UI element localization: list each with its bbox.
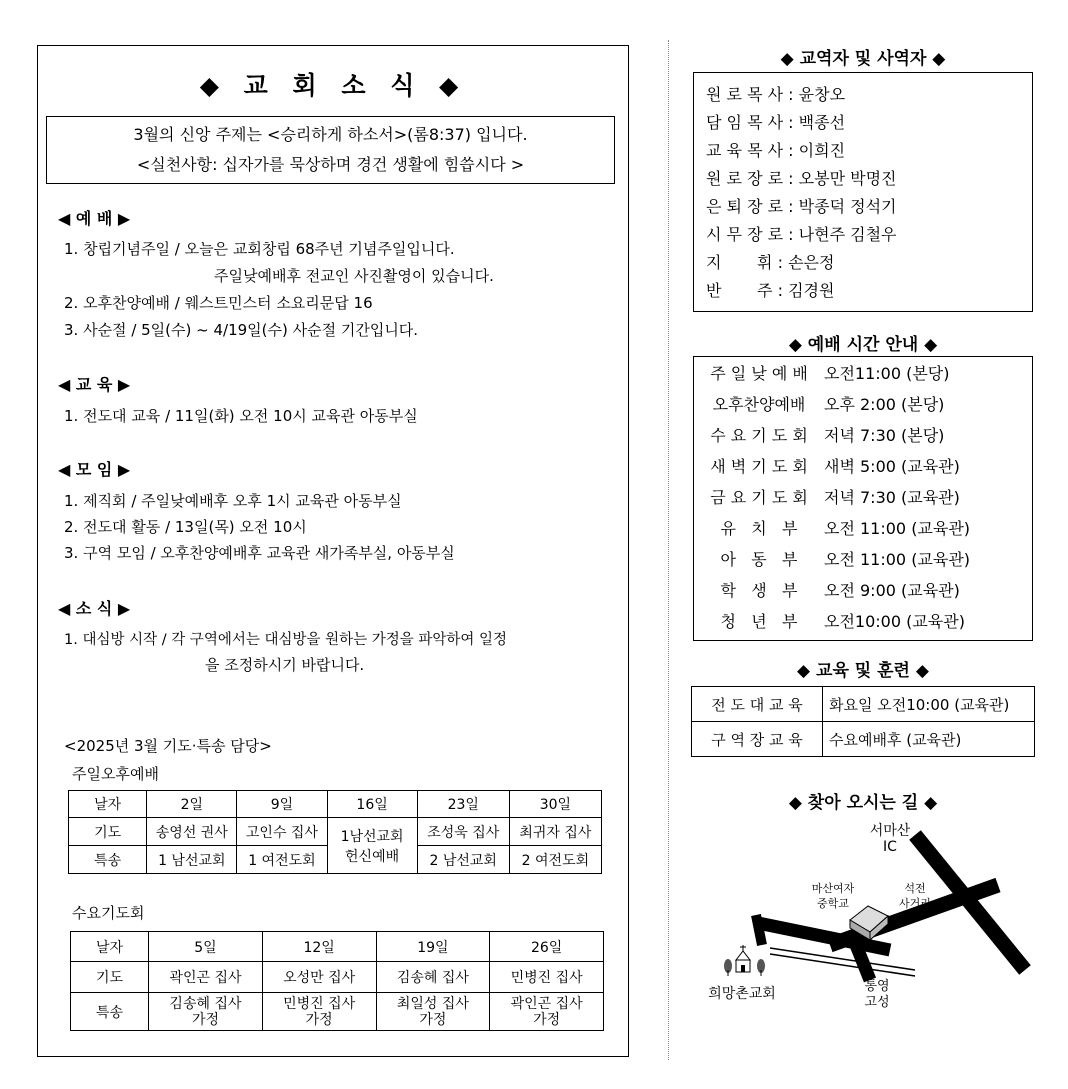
table-header-cell: 5일 <box>149 932 263 962</box>
directions-heading: ◆ 찾아 오시는 길 ◆ <box>788 793 938 813</box>
service-time-row <box>694 606 1032 637</box>
table-cell: 2 남선교회 <box>417 846 509 874</box>
directions-map <box>690 820 1040 1020</box>
map-label-school-2: 중학교 <box>817 897 849 910</box>
table-row <box>692 687 1035 722</box>
staff-row <box>706 137 1032 165</box>
service-name: 새 벽 기 도 회 <box>710 457 808 476</box>
table-row <box>71 932 604 962</box>
wednesday-schedule-table <box>70 931 604 1031</box>
table-cell: 민병진 집사 <box>490 962 604 993</box>
column-divider <box>668 40 669 1060</box>
theme-line-2: <실천사항: 십자가를 묵상하며 경건 생활에 힘씁시다 > <box>136 155 525 174</box>
staff-role: 교 육 목 사 : <box>706 141 794 160</box>
table-cell: 1 여전도회 <box>237 846 327 874</box>
list-item: 주일낮예배후 전교인 사진촬영이 있습니다. <box>214 267 494 285</box>
table-cell <box>376 993 490 1031</box>
staff-heading: ◆ 교역자 및 사역자 ◆ <box>780 49 946 69</box>
sunday-service-title: 주일오후예배 <box>72 765 159 783</box>
cell-name: 곽인곤 집사 <box>510 995 583 1012</box>
table-header-cell: 30일 <box>509 791 601 818</box>
section-heading-worship: ◀ 예 배 ▶ <box>58 209 131 228</box>
table-cell: 송영선 권사 <box>147 818 237 846</box>
cell-sub: 가정 <box>191 1011 219 1028</box>
section-heading-news: ◀ 소 식 ▶ <box>58 599 131 618</box>
table-cell: 1 남선교회 <box>147 846 237 874</box>
staff-name: 손은정 <box>788 253 835 272</box>
cell-name: 김송혜 집사 <box>169 995 242 1012</box>
staff-role: 시 무 장 로 : <box>706 225 794 244</box>
staff-row <box>706 81 1032 109</box>
map-label-dest-2: 고성 <box>864 995 890 1010</box>
service-time: 저녁 7:30 (본당) <box>824 426 945 445</box>
table-row <box>69 791 602 818</box>
service-time-row <box>694 420 1032 451</box>
service-name: 청 년 부 <box>720 612 798 631</box>
list-item: 3. 사순절 / 5일(수) ~ 4/19일(수) 사순절 기간입니다. <box>64 321 419 339</box>
row-label-song: 특송 <box>69 846 147 874</box>
service-times-box <box>693 356 1033 641</box>
table-header-cell: 날자 <box>71 932 149 962</box>
table-header-cell: 26일 <box>490 932 604 962</box>
cell-sub: 가정 <box>533 1011 561 1028</box>
service-time: 저녁 7:30 (교육관) <box>824 488 960 507</box>
cell-sub: 가정 <box>419 1011 447 1028</box>
church-icon <box>736 945 750 972</box>
service-time-row <box>694 575 1032 606</box>
training-name: 전 도 대 교 육 <box>692 687 823 722</box>
row-label-prayer: 기도 <box>69 818 147 846</box>
service-times-heading: ◆ 예배 시간 안내 ◆ <box>788 335 938 355</box>
table-header-cell: 날자 <box>69 791 147 818</box>
service-time: 오전10:00 (교육관) <box>824 612 965 631</box>
table-cell: 2 여전도회 <box>509 846 601 874</box>
table-header-cell: 19일 <box>376 932 490 962</box>
merged-cell <box>327 818 417 874</box>
map-label-cross-2: 사거리 <box>899 897 931 910</box>
service-time: 오전11:00 (본당) <box>824 364 950 383</box>
service-time-row <box>694 513 1032 544</box>
sunday-schedule-table <box>68 790 602 874</box>
list-item: 2. 전도대 활동 / 13일(목) 오전 10시 <box>64 518 307 536</box>
table-row <box>692 722 1035 757</box>
table-cell <box>262 993 376 1031</box>
section-heading-education: ◀ 교 육 ▶ <box>58 375 131 394</box>
service-time-row <box>694 544 1032 575</box>
staff-name: 이희진 <box>798 141 846 160</box>
staff-row <box>706 109 1032 137</box>
service-time: 새벽 5:00 (교육관) <box>824 457 960 476</box>
table-cell: 곽인곤 집사 <box>149 962 263 993</box>
staff-role: 원 로 목 사 : <box>706 85 794 104</box>
training-heading: ◆ 교육 및 훈련 ◆ <box>797 661 929 681</box>
staff-role: 반 주 : <box>706 281 783 300</box>
table-cell <box>490 993 604 1031</box>
service-name: 주 일 낮 예 배 <box>710 364 808 383</box>
list-item: 1. 전도대 교육 / 11일(화) 오전 10시 교육관 아동부실 <box>64 407 418 425</box>
theme-line-1: 3월의 신앙 주제는 <승리하게 하소서>(롬8:37) 입니다. <box>133 125 528 144</box>
staff-row <box>706 193 1032 221</box>
table-cell: 최귀자 집사 <box>509 818 601 846</box>
staff-role: 담 임 목 사 : <box>706 113 794 132</box>
page-title: ◆ 교 회 소 식 ◆ <box>199 71 467 100</box>
staff-name: 박종덕 정석기 <box>798 197 897 216</box>
map-label-ic-1: 서마산 <box>869 823 911 839</box>
service-time: 오후 2:00 (본당) <box>824 395 945 414</box>
table-row <box>71 993 604 1031</box>
map-label-cross-1: 석전 <box>904 882 926 895</box>
service-time: 오전 11:00 (교육관) <box>824 550 971 569</box>
service-time-row <box>694 389 1032 420</box>
service-time-row <box>694 482 1032 513</box>
wednesday-service-title: 수요기도회 <box>72 904 145 922</box>
service-time: 오전 9:00 (교육관) <box>824 581 960 600</box>
table-cell <box>149 993 263 1031</box>
staff-name: 김경원 <box>788 281 835 300</box>
cell-name: 최일성 집사 <box>396 995 469 1012</box>
training-time: 수요예배후 (교육관) <box>823 722 1035 757</box>
service-time-row <box>694 451 1032 482</box>
tree-icon <box>757 959 765 976</box>
tree-icon <box>724 959 732 976</box>
map-road-church-stub <box>756 915 762 945</box>
list-item: 을 조정하시기 바랍니다. <box>205 656 365 674</box>
training-table <box>691 686 1035 757</box>
table-cell: 조성욱 집사 <box>417 818 509 846</box>
map-label-church: 희망촌교회 <box>708 986 776 1002</box>
table-cell: 오성만 집사 <box>262 962 376 993</box>
service-time-row <box>694 358 1032 389</box>
list-item: 1. 창립기념주일 / 오늘은 교회창립 68주년 기념주일입니다. <box>64 240 455 258</box>
cell-sub: 가정 <box>305 1011 333 1028</box>
training-time: 화요일 오전10:00 (교육관) <box>823 687 1035 722</box>
staff-row <box>706 165 1032 193</box>
service-name: 아 동 부 <box>720 550 798 569</box>
map-label-school-1: 마산여자 <box>811 882 855 895</box>
staff-name: 윤창오 <box>798 85 846 104</box>
monthly-theme-box <box>46 116 615 184</box>
list-item: 1. 대심방 시작 / 각 구역에서는 대심방을 원하는 가정을 파악하여 일정 <box>64 632 507 648</box>
table-header-cell: 12일 <box>262 932 376 962</box>
service-name: 금 요 기 도 회 <box>710 488 808 507</box>
table-row <box>69 818 602 846</box>
staff-name: 나현주 김철우 <box>798 225 897 244</box>
service-name: 오후찬양예배 <box>712 395 806 414</box>
table-header-cell: 23일 <box>417 791 509 818</box>
service-name: 학 생 부 <box>720 581 798 600</box>
table-row <box>71 962 604 993</box>
prayer-schedule-heading: <2025년 3월 기도·특송 담당> <box>64 737 272 755</box>
table-header-cell: 9일 <box>237 791 327 818</box>
row-label-song: 특송 <box>71 993 149 1031</box>
staff-role: 은 퇴 장 로 : <box>706 197 794 216</box>
table-cell: 고인수 집사 <box>237 818 327 846</box>
list-item: 2. 오후찬양예배 / 웨스트민스터 소요리문답 16 <box>64 294 373 312</box>
staff-name: 오봉만 박명진 <box>798 169 897 188</box>
staff-row <box>706 249 1032 277</box>
training-name: 구 역 장 교 육 <box>692 722 823 757</box>
table-cell: 김송혜 집사 <box>376 962 490 993</box>
staff-role: 원 로 장 로 : <box>706 169 794 188</box>
service-name: 수 요 기 도 회 <box>710 426 808 445</box>
map-label-dest-1: 통영 <box>864 979 890 994</box>
list-item: 1. 제직회 / 주일낮예배후 오후 1시 교육관 아동부실 <box>64 492 402 510</box>
table-header-cell: 16일 <box>327 791 417 818</box>
map-rail <box>770 948 915 970</box>
cell-name: 민병진 집사 <box>283 995 356 1012</box>
staff-row <box>706 277 1032 305</box>
map-label-ic-2: IC <box>883 839 897 855</box>
staff-row <box>706 221 1032 249</box>
merged-line-2: 헌신예배 <box>345 848 400 865</box>
staff-name: 백종선 <box>798 113 846 132</box>
list-item: 3. 구역 모임 / 오후찬양예배후 교육관 새가족부실, 아동부실 <box>64 544 455 562</box>
table-header-cell: 2일 <box>147 791 237 818</box>
staff-box <box>693 72 1033 312</box>
section-heading-meeting: ◀ 모 임 ▶ <box>58 460 131 479</box>
merged-line-1: 1남선교회 <box>340 828 404 845</box>
service-time: 오전 11:00 (교육관) <box>824 519 971 538</box>
map-rail <box>770 954 915 976</box>
row-label-prayer: 기도 <box>71 962 149 993</box>
service-name: 유 치 부 <box>720 519 798 538</box>
staff-role: 지 휘 : <box>706 253 783 272</box>
